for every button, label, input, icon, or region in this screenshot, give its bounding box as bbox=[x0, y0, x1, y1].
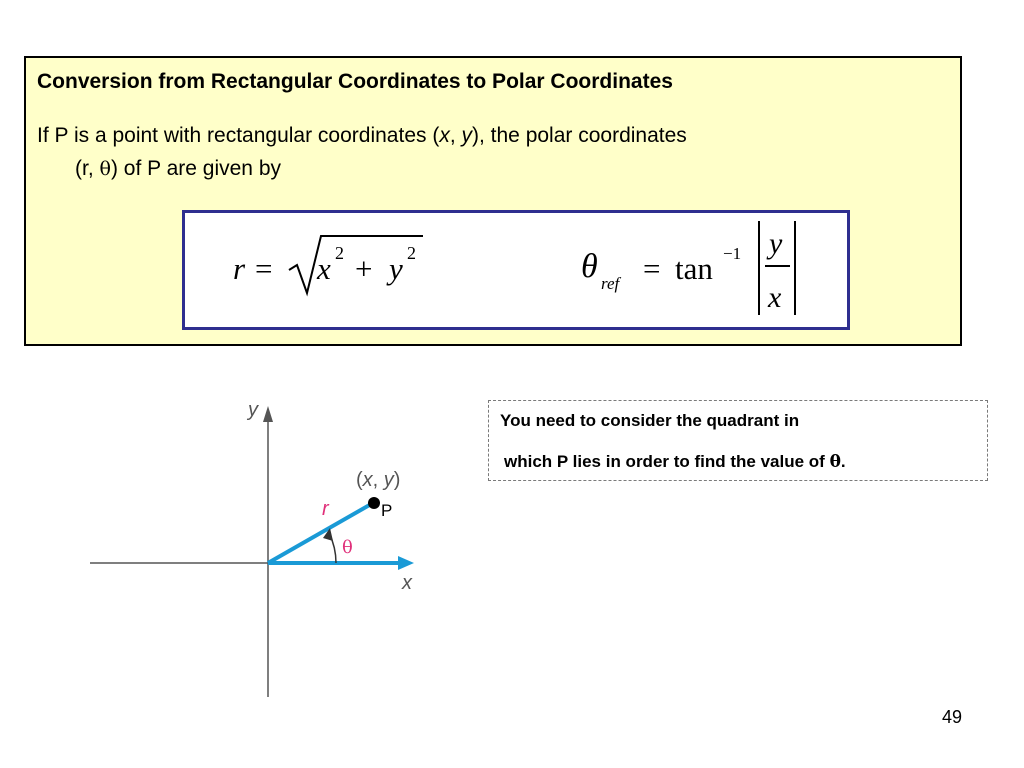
inverse-exponent: −1 bbox=[723, 244, 742, 263]
point-p-label: P bbox=[381, 501, 393, 520]
page-number: 49 bbox=[941, 707, 962, 727]
definition-line-1 bbox=[37, 119, 927, 152]
body-x: x bbox=[439, 124, 450, 147]
formula-box bbox=[182, 210, 850, 330]
r-label: r bbox=[322, 498, 329, 520]
y-axis-label: y bbox=[248, 399, 258, 421]
fraction-numerator: y bbox=[769, 227, 783, 260]
polar-diagram bbox=[0, 370, 480, 710]
x-exponent: 2 bbox=[335, 243, 344, 263]
plus-sign: + bbox=[355, 251, 373, 286]
note-line-2-text: which P lies in order to find the value of bbox=[504, 452, 830, 471]
definition-box bbox=[24, 56, 962, 346]
coords-x: x bbox=[362, 469, 373, 491]
point-p bbox=[368, 497, 380, 509]
slide-title: Conversion from Rectangular Coordinates to Polar Coordinates bbox=[37, 70, 673, 93]
note-line-2 bbox=[504, 452, 846, 472]
body-prefix: If P is a point with rectangular coordinates ( bbox=[37, 124, 440, 147]
body-comma: , bbox=[449, 124, 462, 147]
coords-close: ) bbox=[393, 469, 401, 491]
fraction-denominator: x bbox=[768, 281, 782, 314]
definition-line-2 bbox=[37, 152, 927, 186]
coords-open: ( bbox=[356, 469, 363, 491]
theta-variable: θ bbox=[581, 248, 598, 285]
body-theta: θ bbox=[99, 158, 111, 180]
x-variable: x bbox=[317, 251, 331, 286]
coords-sep: , bbox=[372, 469, 384, 491]
formulas-svg bbox=[185, 213, 847, 327]
y-axis-arrow-icon bbox=[263, 406, 273, 422]
body-line2-suffix: ) of P are given by bbox=[110, 157, 281, 180]
point-coordinates-label bbox=[356, 469, 400, 491]
x-axis-label: x bbox=[402, 572, 412, 594]
r-variable: r bbox=[233, 251, 246, 286]
theta-label: θ bbox=[342, 537, 353, 558]
r-ray bbox=[268, 503, 373, 563]
note-line-1: You need to consider the quadrant in bbox=[500, 411, 800, 430]
quadrant-note bbox=[488, 400, 988, 481]
coords-y: y bbox=[383, 469, 394, 491]
equals-sign-2: = bbox=[643, 251, 661, 286]
tan-function: tan bbox=[675, 251, 713, 286]
note-period: . bbox=[840, 452, 846, 471]
y-exponent: 2 bbox=[407, 243, 416, 263]
body-line2-prefix: (r, bbox=[75, 157, 100, 180]
x-axis-arrow-icon bbox=[398, 556, 414, 570]
body-suffix: ), the polar coordinates bbox=[472, 124, 687, 147]
ref-subscript: ref bbox=[601, 274, 620, 293]
note-theta: θ bbox=[829, 452, 841, 472]
y-variable: y bbox=[389, 251, 403, 286]
equals-sign-1: = bbox=[255, 251, 273, 286]
body-y: y bbox=[461, 124, 472, 147]
definition-text bbox=[37, 119, 927, 186]
